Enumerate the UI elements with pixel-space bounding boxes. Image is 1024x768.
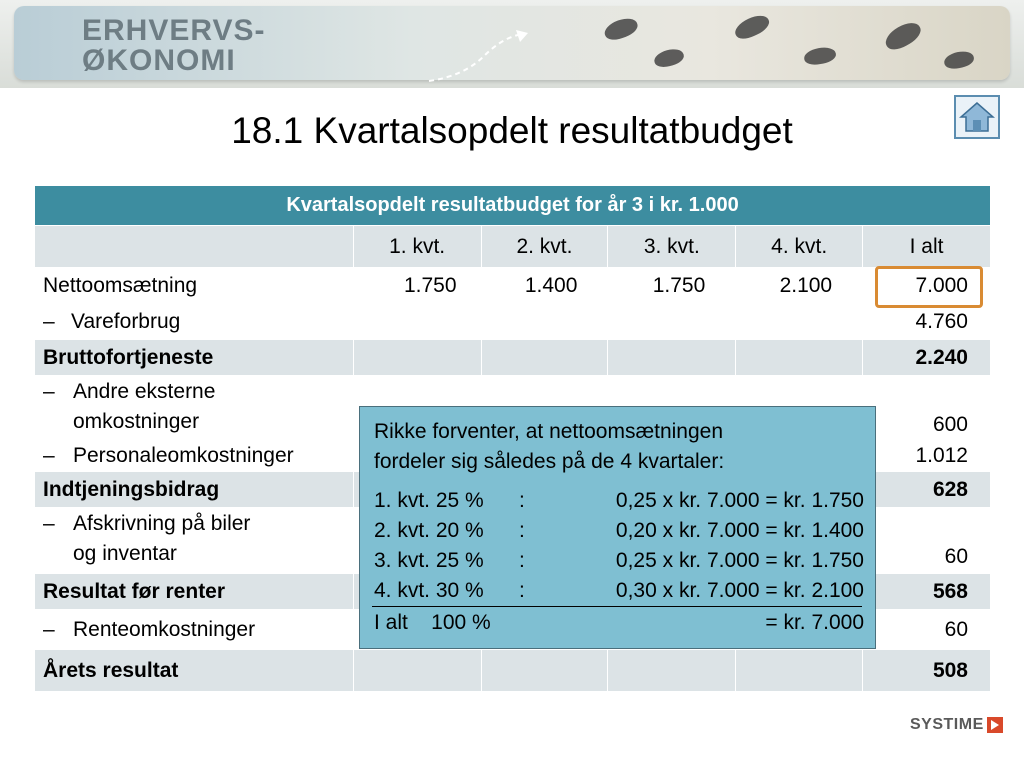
cell-total: 4.760 [863,304,991,340]
arrow-right-icon [987,717,1003,733]
column-header: 1. kvt. [353,226,481,268]
quarter-line: 3. kvt. 25 % : 0,25 x kr. 7.000 = kr. 1.750 [374,549,864,572]
header-banner [0,0,1024,88]
column-header-row [35,226,991,268]
table-row [35,650,991,692]
total-line: I alt 100 % = kr. 7.000 [374,611,864,634]
cell-total: 2.240 [863,340,991,376]
logo-line-1: ERHVERVS- [82,14,266,47]
column-header: 4. kvt. [736,226,863,268]
table-row [35,268,991,304]
cell-value: 2.100 [736,268,863,304]
logo-line-2: ØKONOMI [82,44,236,77]
sum-rule [372,606,862,607]
row-label: Indtjeningsbidrag [35,472,354,508]
cell-value: 1.750 [608,268,736,304]
row-label: – Vareforbrug [35,304,354,340]
footprint-icon [943,49,976,71]
cell-value: 1.750 [353,268,481,304]
quarter-line: 4. kvt. 30 % : 0,30 x kr. 7.000 = kr. 2.100 [374,579,864,602]
page-title: 18.1 Kvartalsopdelt resultatbudget [231,110,793,151]
table-row [35,340,991,376]
footprint-icon [803,45,837,66]
quarter-line: 1. kvt. 25 % : 0,25 x kr. 7.000 = kr. 1.750 [374,489,864,512]
quarter-line: 2. kvt. 20 % : 0,20 x kr. 7.000 = kr. 1.400 [374,519,864,542]
cell-total: 628 [863,472,991,508]
cell-total: 60 [863,610,991,650]
banner-panel [14,6,1010,80]
callout-intro-line: Rikke forventer, at nettoomsætningen [374,420,724,443]
column-header: 3. kvt. [608,226,736,268]
cell-total: 568 [863,574,991,610]
cell-total: 7.000 [863,268,991,304]
footprint-icon [732,11,772,43]
brand-text: SYSTIME [910,716,984,733]
cell-total: 1.012 [863,440,991,472]
cell-value: 1.400 [481,268,608,304]
column-header: I alt [863,226,991,268]
row-label: – Renteomkostninger [35,610,354,650]
column-header: 2. kvt. [481,226,608,268]
footprint-icon [882,18,925,54]
row-label: – Andre eksterne omkostninger [35,376,354,440]
row-label: Årets resultat [35,650,354,692]
cell-total: 600 [863,376,991,440]
footprint-icon [602,15,640,44]
systime-logo [910,716,1003,734]
row-label: – Afskrivning på biler og inventar [35,508,354,574]
cell-total: 508 [863,650,991,692]
row-label: – Personaleomkostninger [35,440,354,472]
footprint-icon [652,46,685,69]
callout-intro-line: fordeler sig således på de 4 kvartaler: [374,450,725,473]
row-label: Nettoomsætning [35,268,354,304]
table-caption: Kvartalsopdelt resultatbudget for år 3 i kr. 1.000 [35,186,991,226]
row-label: Resultat før renter [35,574,354,610]
cell-total: 60 [863,508,991,574]
explanation-callout [359,406,876,649]
arrow-decoration-icon [424,26,534,86]
row-label: Bruttofortjeneste [35,340,354,376]
callout-intro [374,417,724,477]
total-highlight-box [875,266,983,308]
table-row [35,304,991,340]
